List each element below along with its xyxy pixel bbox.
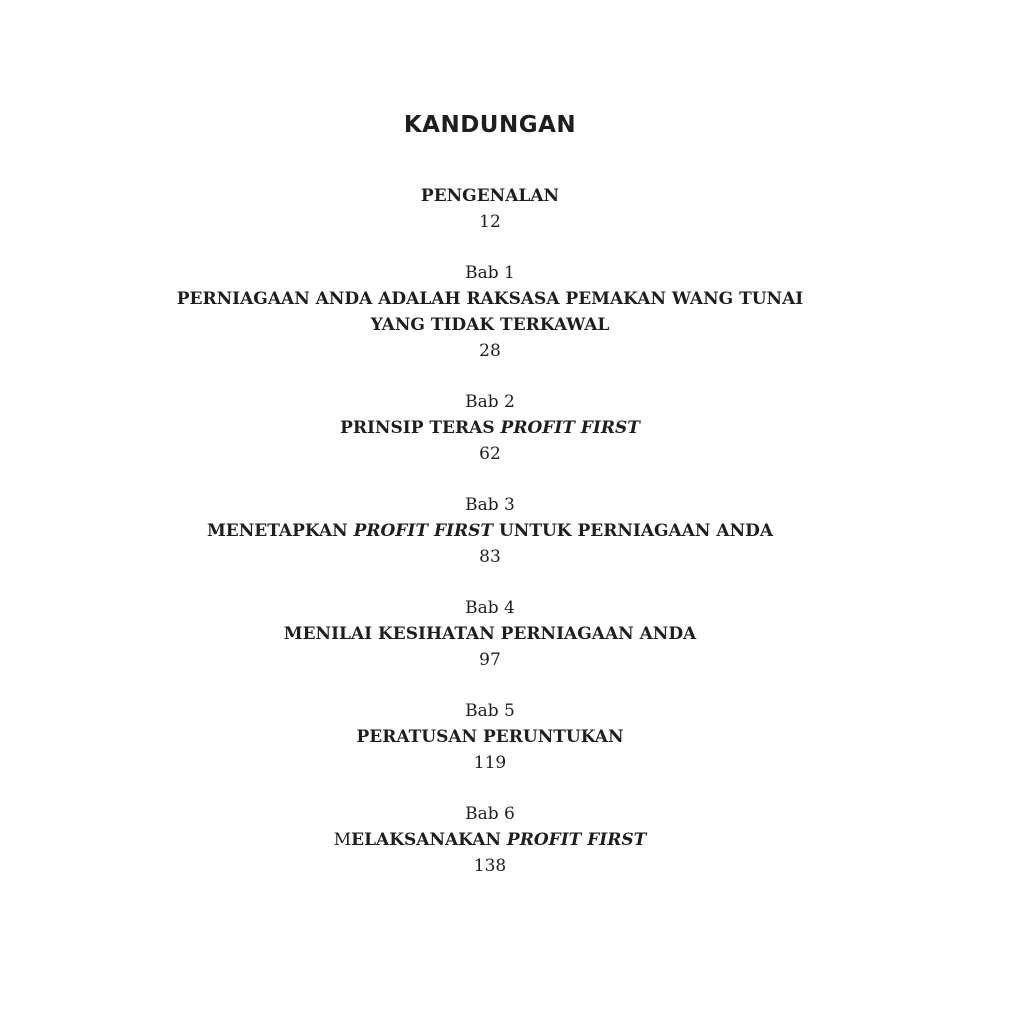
entry-title: PERATUSAN PERUNTUKAN [356, 727, 624, 747]
table-of-contents [0, 183, 980, 904]
chapter-label: Bab 4 [465, 598, 515, 618]
entry-title-line-2: YANG TIDAK TERKAWAL [370, 315, 610, 335]
toc-entry-chapter-5 [0, 698, 980, 776]
entry-title [0, 827, 980, 853]
chapter-label: Bab 5 [465, 701, 515, 721]
entry-page-number: 83 [479, 547, 501, 567]
toc-entry-chapter-3 [0, 492, 980, 570]
entry-page-number: 119 [473, 753, 507, 773]
entry-page-number: 62 [479, 444, 501, 464]
entry-title-italic: PROFIT FIRST [353, 521, 494, 541]
entry-title-text: ELAKSANAKAN [351, 830, 507, 850]
page-heading: KANDUNGAN [403, 112, 577, 138]
entry-title: MENILAI KESIHATAN PERNIAGAAN ANDA [283, 624, 697, 644]
chapter-label: Bab 1 [465, 263, 515, 283]
toc-entry-chapter-6 [0, 801, 980, 879]
chapter-label: Bab 6 [465, 804, 515, 824]
entry-title-italic: PROFIT FIRST [506, 830, 647, 850]
chapter-label: Bab 3 [465, 495, 515, 515]
toc-entry-chapter-4 [0, 595, 980, 673]
entry-page-number: 12 [479, 212, 501, 232]
entry-title-text-end: UNTUK PERNIAGAAN ANDA [493, 521, 774, 541]
entry-title [0, 518, 980, 544]
entry-page-number: 138 [473, 856, 507, 876]
entry-page-number: 97 [479, 650, 501, 670]
entry-title-line-1: PERNIAGAAN ANDA ADALAH RAKSASA PEMAKAN WANG TUNAI [176, 289, 804, 309]
entry-title-italic: PROFIT FIRST [500, 418, 640, 438]
entry-title-text: PRINSIP TERAS [340, 418, 501, 438]
entry-title-text: MENETAPKAN [206, 521, 354, 541]
entry-title-initial: M [333, 830, 352, 850]
toc-entry-chapter-1 [0, 260, 980, 364]
toc-entry-introduction [0, 183, 980, 235]
toc-entry-chapter-2 [0, 389, 980, 467]
entry-title [0, 415, 980, 441]
chapter-label: Bab 2 [465, 392, 515, 412]
entry-page-number: 28 [479, 341, 501, 361]
entry-title: PENGENALAN [420, 186, 560, 206]
